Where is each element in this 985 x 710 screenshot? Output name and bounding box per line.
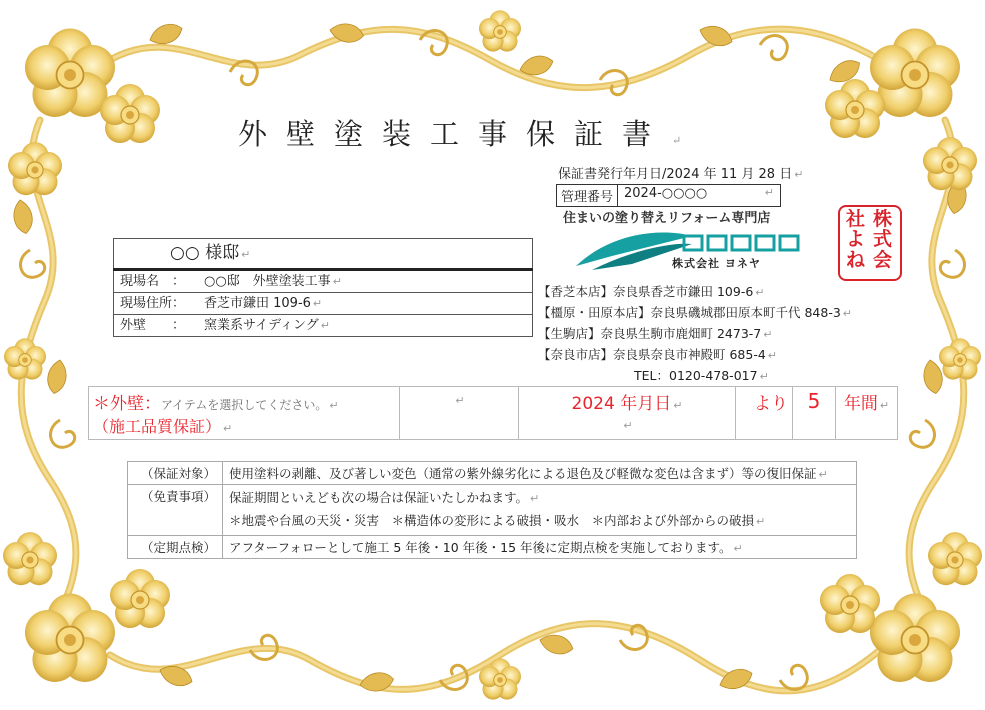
- issue-date: [558, 163, 803, 182]
- issue-date-text: 保証書発行年月日/2024 年 11 月 28 日: [558, 167, 793, 182]
- office-item: 【橿原・田原本店】奈良県磯城郡田原本町千代 848-3 ↵: [538, 305, 853, 320]
- client-name-row: ○○ 様邸 ↵: [113, 238, 533, 268]
- years-unit-cell: 年間 ↵: [836, 387, 898, 440]
- warranty-item-cell: ＊外壁：アイテムを選択してください。 ↵ （施工品質保証） ↵: [89, 387, 400, 440]
- control-number-field[interactable]: [617, 184, 781, 207]
- control-number-label: 管理番号: [556, 184, 617, 207]
- office-item: 【生駒店】奈良県生駒市鹿畑町 2473-7 ↵: [538, 326, 773, 341]
- office-list: [538, 282, 852, 387]
- terms-table: [127, 461, 857, 559]
- client-name: ○○ 様邸: [170, 243, 240, 263]
- terms-row-exclusions: （免責事項） 保証期間といえども次の場合は保証いたしかねます。 ↵ ＊地震や台風の天災・災害 ＊構造体の変形による破損・吸水 ＊内部および外部からの破損 ↵: [128, 485, 857, 536]
- wall-type-row: 外壁 ： 窯業系サイディング ↵: [120, 318, 331, 333]
- blank-cell: ↵: [400, 387, 519, 440]
- site-name-row: 現場名 ： ○○邸 外壁塗装工事 ↵: [114, 271, 532, 293]
- document-title: [238, 112, 700, 153]
- office-item: 【香芝本店】奈良県香芝市鎌田 109-6 ↵: [538, 284, 765, 299]
- years-cell[interactable]: [793, 387, 836, 440]
- from-cell: より: [736, 387, 793, 440]
- terms-row-inspection: （定期点検） アフターフォローとして施工 5 年後・10 年後・15 年後に定期点検を実施しております。 ↵: [128, 536, 857, 559]
- company-name: 株式会社 ヨネヤ: [672, 257, 761, 270]
- title-text: 外壁塗装工事保証書: [238, 117, 671, 151]
- control-number: [556, 184, 781, 207]
- paragraph-mark-icon: ↵: [794, 168, 804, 181]
- start-date-cell[interactable]: 2024 年月日 ↵ ↵: [519, 387, 736, 440]
- paragraph-mark-icon: ↵: [764, 186, 775, 199]
- company-seal: 株 式 会 社 よ ね: [838, 205, 902, 281]
- company-logo: [572, 226, 832, 276]
- warranty-table: [88, 386, 898, 440]
- paragraph-mark-icon: ↵: [672, 134, 701, 147]
- office-item: 【奈良市店】奈良県奈良市神殿町 685-4 ↵: [538, 347, 778, 362]
- item-select-field[interactable]: アイテムを選択してください。: [161, 398, 328, 412]
- start-date: 2024 年月日: [571, 394, 672, 414]
- terms-row-coverage: （保証対象） 使用塗料の剥離、及び著しい変色（通常の紫外線劣化による退色及び軽微な変色は含まず）等の復旧保証 ↵: [128, 462, 857, 485]
- client-info: [113, 238, 533, 337]
- control-number-value: 2024-○○○○: [624, 186, 708, 201]
- company-tagline: 住まいの塗り替えリフォーム専門店: [563, 211, 771, 226]
- site-address-row: 現場住所： 香芝市鎌田 109-6 ↵: [114, 293, 532, 315]
- warranty-years: 5: [807, 389, 821, 413]
- office-tel: TEL：0120-478-017 ↵: [634, 368, 769, 383]
